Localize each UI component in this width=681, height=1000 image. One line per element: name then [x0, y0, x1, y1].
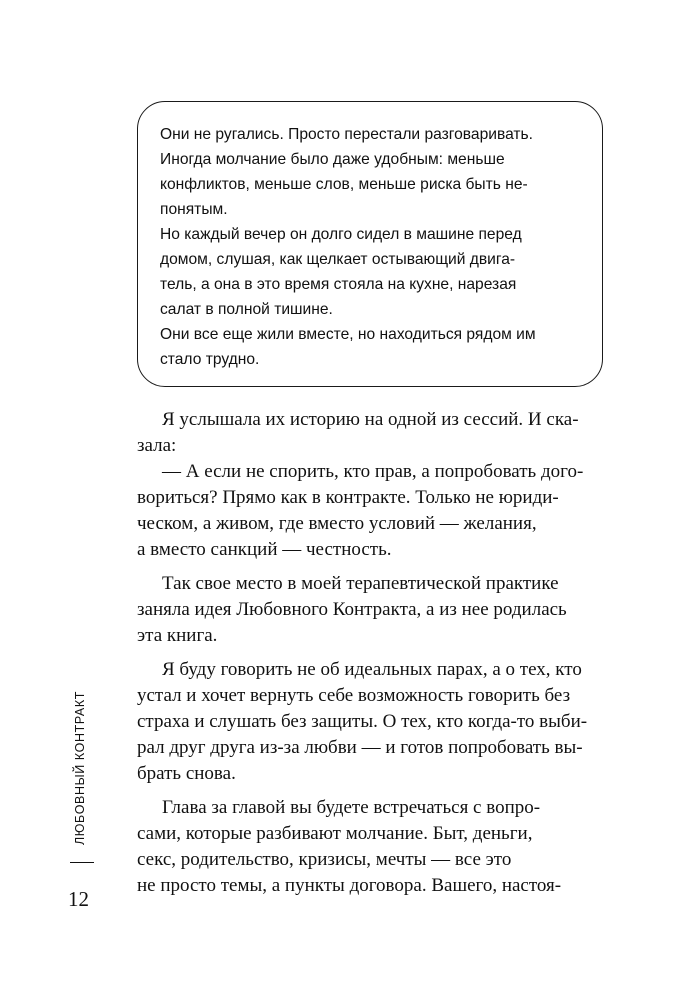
page-number: 12 [68, 887, 89, 911]
body-line: зала: [137, 435, 177, 456]
running-head: ЛЮБОВНЫЙ КОНТРАКТ [73, 691, 87, 845]
body-line: брать снова. [137, 763, 236, 784]
callout-line: Они не ругались. Просто перестали разговаривать. [160, 126, 534, 143]
body-line: вориться? Прямо как в контракте. Только не юриди- [137, 487, 559, 508]
callout-line: понятым. [160, 201, 228, 218]
body-line: секс, родительство, кризисы, мечты — все это [137, 849, 512, 870]
callout-line: Они все еще жили вместе, но находиться рядом им [160, 326, 536, 343]
callout-text [160, 122, 600, 372]
callout-line: домом, слушая, как щелкает остывающий двига- [160, 251, 516, 268]
callout-line: конфликтов, меньше слов, меньше риска быть не- [160, 176, 528, 193]
body-line: Я услышала их историю на одной из сессий. И ска- [162, 409, 579, 430]
body-line: Глава за главой вы будете встречаться с вопро- [162, 797, 541, 818]
body-line: эта книга. [137, 625, 218, 646]
body-line: страха и слушать без защиты. О тех, кто когда-то выби- [137, 711, 588, 732]
body-line: Так свое место в моей терапевтической практике [162, 573, 559, 594]
body-line: — А если не спорить, кто прав, а попробовать дого- [162, 461, 584, 482]
folio-rule [70, 862, 94, 863]
body-text [137, 407, 607, 899]
callout-line: салат в полной тишине. [160, 301, 333, 318]
body-line: Я буду говорить не об идеальных парах, а о тех, кто [162, 659, 582, 680]
body-line: заняла идея Любовного Контракта, а из нее родилась [137, 599, 567, 620]
callout-line: тель, а она в это время стояла на кухне, нарезая [160, 276, 517, 293]
callout-line: Но каждый вечер он долго сидел в машине перед [160, 226, 522, 243]
body-line: рал друг друга из-за любви — и готов попробовать вы- [137, 737, 583, 758]
callout-line: Иногда молчание было даже удобным: меньше [160, 151, 505, 168]
body-line: не просто темы, а пункты договора. Вашего, настоя- [137, 875, 562, 896]
body-line: ческом, а живом, где вместо условий — желания, [137, 513, 537, 534]
body-line: устал и хочет вернуть себе возможность говорить без [137, 685, 571, 706]
body-line: а вместо санкций — честность. [137, 539, 392, 560]
body-line: сами, которые разбивают молчание. Быт, деньги, [137, 823, 533, 844]
callout-line: стало трудно. [160, 351, 260, 368]
